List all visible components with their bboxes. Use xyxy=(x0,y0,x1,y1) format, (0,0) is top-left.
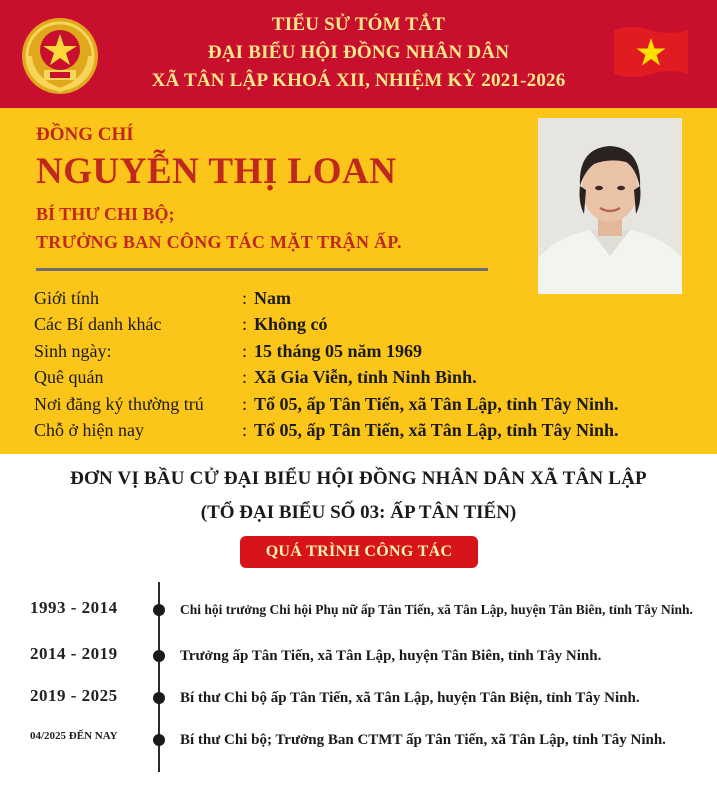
timeline-description: Bí thư Chi bộ; Trưởng Ban CTMT ấp Tân Tiến, xã Tân Lập, tỉnh Tây Ninh. xyxy=(180,732,666,748)
timeline-description: Trưởng ấp Tân Tiến, xã Tân Lập, huyện Tân Biên, tỉnh Tây Ninh. xyxy=(180,648,602,664)
timeline-dot xyxy=(153,734,165,746)
timeline-description: Chi hội trưởng Chi hội Phụ nữ ấp Tân Tiến, xã Tân Lập, huyện Tân Biên, tỉnh Tây Ninh. xyxy=(180,602,693,617)
detail-label: Nơi đăng ký thường trú xyxy=(34,394,204,414)
detail-value-birthdate: 15 tháng 05 năm 1969 xyxy=(254,341,423,361)
detail-value-permanent-address: Tổ 05, ấp Tân Tiến, xã Tân Lập, tỉnh Tây Ninh. xyxy=(254,394,619,414)
header-band xyxy=(0,0,717,108)
work-history-badge: QUÁ TRÌNH CÔNG TÁC xyxy=(240,536,478,568)
national-emblem-icon xyxy=(20,16,100,96)
vietnam-flag-icon xyxy=(612,24,690,80)
detail-colon: : xyxy=(242,288,248,308)
detail-label: Sinh ngày: xyxy=(34,341,112,361)
portrait-icon xyxy=(538,118,682,294)
role-line-2: TRƯỞNG BAN CÔNG TÁC MẶT TRẬN ẤP. xyxy=(36,232,402,252)
timeline-period: 2019 - 2025 xyxy=(30,686,118,705)
role-line-1: BÍ THƯ CHI BỘ; xyxy=(36,204,175,224)
timeline-dot xyxy=(153,604,165,616)
header-title-line2: ĐẠI BIỂU HỘI ĐỒNG NHÂN DÂN xyxy=(207,42,510,63)
timeline-period: 1993 - 2014 xyxy=(30,598,118,617)
detail-colon: : xyxy=(242,341,248,361)
header-title-line3: XÃ TÂN LẬP KHOÁ XII, NHIỆM KỲ 2021-2026 xyxy=(151,70,566,91)
timeline-dot xyxy=(153,650,165,662)
detail-label: Quê quán xyxy=(34,367,104,387)
detail-value-current-address: Tổ 05, ấp Tân Tiến, xã Tân Lập, tỉnh Tây Ninh. xyxy=(254,420,619,440)
detail-colon: : xyxy=(242,420,248,440)
timeline-period: 2014 - 2019 xyxy=(30,644,118,663)
detail-label: Các Bí danh khác xyxy=(34,314,162,334)
electoral-unit-subtitle: (TỔ ĐẠI BIỂU SỐ 03: ẤP TÂN TIẾN) xyxy=(200,502,517,523)
timeline-dot xyxy=(153,692,165,704)
header-title-line1: TIỂU SỬ TÓM TẮT xyxy=(271,14,446,35)
timeline-description: Bí thư Chi bộ ấp Tân Tiến, xã Tân Lập, huyện Tân Biện, tỉnh Tây Ninh. xyxy=(180,690,640,706)
detail-label: Chỗ ở hiện nay xyxy=(34,420,145,440)
delegate-name: NGUYỄN THỊ LOAN xyxy=(36,151,397,192)
detail-value-gender: Nam xyxy=(254,288,291,308)
portrait-photo xyxy=(538,118,682,294)
salutation: ĐỒNG CHÍ xyxy=(36,124,134,145)
detail-value-hometown: Xã Gia Viễn, tỉnh Ninh Bình. xyxy=(254,367,477,387)
detail-colon: : xyxy=(242,314,248,334)
electoral-unit-title: ĐƠN VỊ BẦU CỬ ĐẠI BIỂU HỘI ĐỒNG NHÂN DÂN XÃ TÂN LẬP xyxy=(70,468,647,489)
detail-label: Giới tính xyxy=(34,288,100,308)
timeline-period: 04/2025 ĐẾN NAY xyxy=(30,730,118,742)
detail-value-alias: Không có xyxy=(254,314,328,334)
detail-colon: : xyxy=(242,394,248,414)
divider xyxy=(36,268,488,271)
detail-colon: : xyxy=(242,367,248,387)
